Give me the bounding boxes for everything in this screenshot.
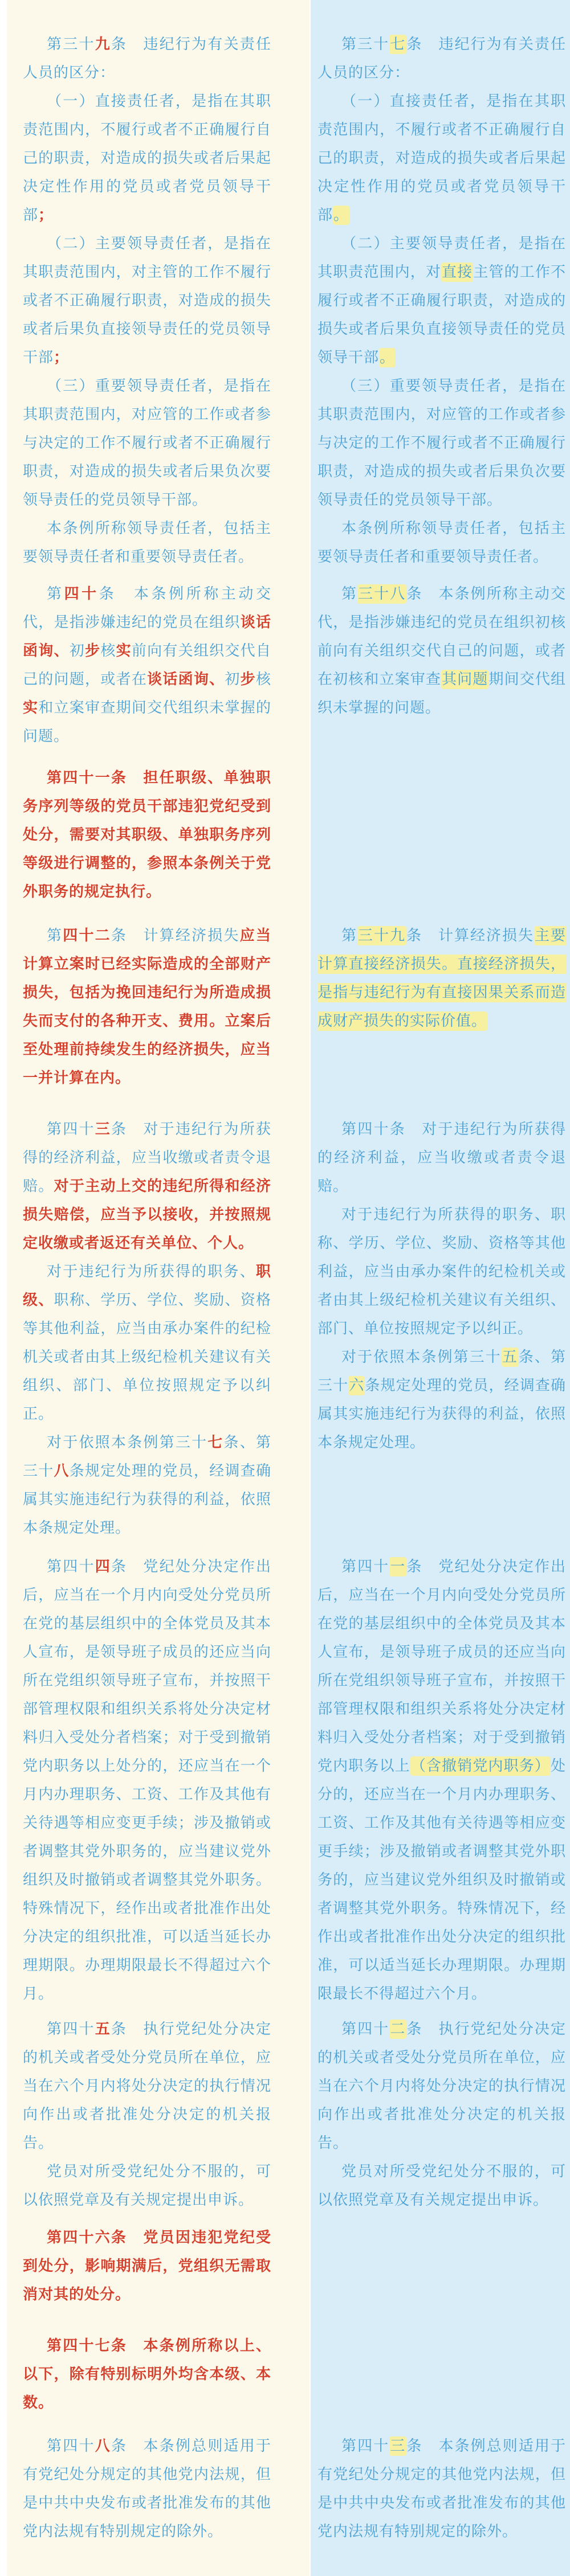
- article-old-version: [310, 2432, 570, 2546]
- article-row: [0, 30, 570, 571]
- article-row: [0, 764, 570, 906]
- text-segment: 初: [225, 671, 241, 688]
- text-segment: 对于违纪行为所获得的职务、: [47, 1263, 256, 1280]
- revised-text: 应当计算立案时已经实际造成的全部财产损失，包括为挽回违纪行为所造成损失而支付的各种开支、费用。立案后至处理前持续发生的经济损失，应当一并计算在内。: [23, 927, 271, 1087]
- revised-text: 第四十六条 党员因违犯党纪受到处分，影响期满后，党组织无需取消对其的处分。: [23, 2229, 271, 2303]
- text-segment: 对于依照本条例第三十: [341, 1349, 502, 1366]
- text-segment: 第: [341, 585, 358, 603]
- paragraph: [317, 2157, 566, 2214]
- article-new-version: [0, 2332, 310, 2417]
- removed-text-highlight: 主要计算直接经济损失。直接经济损失，是指与违纪行为有直接因果关系而造成财产损失的实际价值。: [317, 927, 566, 1030]
- text-segment: 核: [255, 671, 271, 688]
- text-segment: 条 违纪行为有关责任人员的区分：: [23, 36, 271, 81]
- removed-text-highlight: 三十八: [358, 585, 406, 603]
- text-segment: 条 违纪行为有关责任人员的区分：: [317, 36, 566, 81]
- paragraph: [23, 2015, 271, 2157]
- text-segment: 条 本条例所称主动交代，是指涉嫌违纪的党员在组织: [23, 585, 271, 631]
- text-segment: 党员对所受党纪处分不服的，可以依照党章及有关规定提出申诉。: [23, 2163, 271, 2209]
- text-segment: 条 执行党纪处分决定的机关或者受处分党员所在单位，应当在六个月内将处分决定的执行情况向作出或者批准处分决定的机关报告。: [317, 2021, 566, 2152]
- removed-text-highlight: 。: [333, 207, 349, 224]
- removed-text-highlight: 五: [502, 1349, 518, 1366]
- text-segment: 条、第三十: [317, 1349, 566, 1394]
- paragraph: [23, 230, 271, 372]
- removed-text-highlight: 二: [390, 2021, 406, 2038]
- paragraph: [23, 1553, 271, 2008]
- text-segment: 第: [47, 585, 64, 603]
- text-segment: （三）重要领导责任者，是指在其职责范围内，对应管的工作或者参与决定的工作不履行或者不正确履行职责，对造成的损失或者后果负次要领导责任的党员领导干部。: [23, 378, 271, 509]
- article-row: [0, 2332, 570, 2417]
- text-segment: 条 党纪处分决定作出后，应当在一个月内向受处分党员所在党的基层组织中的全体党员及其本人宣布，是领导班子成员的还应当向所在党组织领导班子宣布，并按照干部管理权限和组织关系将处分决定材料归入受处分者档案；对于受到撤销党内职务以上: [317, 1558, 566, 1775]
- text-segment: 初: [69, 642, 85, 660]
- paragraph: [23, 87, 271, 230]
- text-segment: 条 本条例总则适用于有党纪处分规定的其他党内法规，但是中共中央发布或者批准发布的其他党内法规有特别规定的除外。: [23, 2438, 271, 2540]
- article-old-version: [310, 2015, 570, 2214]
- text-segment: 第三十: [47, 36, 95, 53]
- paragraph: [23, 2432, 271, 2546]
- text-segment: 条、第三十: [23, 1434, 271, 1480]
- revised-text: 八: [54, 1463, 70, 1480]
- paragraph: [23, 922, 271, 1092]
- text-segment: 第: [341, 927, 357, 944]
- text-segment: 条 执行党纪处分决定的机关或者受处分党员所在单位，应当在六个月内将处分决定的执行情况向作出或者批准处分决定的机关报告。: [23, 2021, 271, 2152]
- article-row: [0, 580, 570, 751]
- revised-text: 四: [95, 1558, 111, 1575]
- article-new-version: [0, 1115, 310, 1542]
- removed-text-highlight: 直接: [442, 264, 473, 281]
- text-segment: 第四十: [341, 1558, 390, 1575]
- revised-text: 谈话函询、: [23, 614, 271, 660]
- text-segment: 第三十: [341, 36, 390, 53]
- text-segment: 前向有关组织交代自己的问题，或者在: [23, 642, 271, 688]
- article-new-version: [0, 2432, 310, 2546]
- article-new-version: [0, 764, 310, 906]
- text-segment: 和立案审查期间交代组织未掌握的问题。: [23, 699, 271, 745]
- text-segment: 对于依照本条例第三十: [47, 1434, 208, 1451]
- text-segment: 条 党纪处分决定作出后，应当在一个月内向受处分党员所在党的基层组织中的全体党员及其本人宣布，是领导班子成员的还应当向所在党组织领导班子宣布，并按照干部管理权限和组织关系将处分决定材料归入受处分者档案；对于受到撤销党内职务以上处分的，还应当在一个月内办理职务、工资、工作及其他有关待遇等相应变更手续；涉及撤销或者调整其党外职务的，应当建议党外组织及时撤销或者调整其党外职务。特殊情况下，经作出或者批准作出处分决定的组织批准，可以适当延长办理期限。办理期限最长不得超过六个月。: [23, 1558, 271, 2002]
- text-segment: （三）重要领导责任者，是指在其职责范围内，对应管的工作或者参与决定的工作不履行或者不正确履行职责，对造成的损失或者后果负次要领导责任的党员领导干部。: [317, 378, 566, 509]
- paragraph: [23, 30, 271, 87]
- revised-text: 五: [95, 2021, 111, 2038]
- text-segment: 条 对于违纪行为所获得的经济利益，应当收缴或者责令退赔。: [23, 1121, 271, 1195]
- text-segment: 第四十: [341, 2438, 390, 2455]
- article-new-version: [0, 2223, 310, 2309]
- revised-text: 职级、: [23, 1263, 271, 1309]
- removed-text-highlight: 。: [380, 349, 396, 366]
- text-segment: 第四十条 对于违纪行为所获得的经济利益，应当收缴或者责令退赔。: [317, 1121, 566, 1195]
- revised-text: 四十二: [63, 927, 111, 944]
- paragraph: [317, 2015, 566, 2157]
- paragraph: [317, 30, 566, 87]
- removed-text-highlight: 一: [390, 1558, 406, 1575]
- text-segment: 条 计算经济损失: [406, 927, 534, 944]
- text-segment: 条 计算经济损失: [111, 927, 240, 944]
- paragraph: [23, 514, 271, 571]
- paragraph: [23, 580, 271, 751]
- article-row: [0, 1115, 570, 1542]
- revised-text: 三: [95, 1121, 111, 1138]
- article-old-version: [310, 922, 570, 1035]
- article-old-version: [310, 1115, 570, 1457]
- removed-text-highlight: 三十九: [358, 927, 406, 944]
- paragraph: [317, 230, 566, 372]
- text-segment: 条规定处理的党员，经调查确属其实施违纪行为获得的利益，依照本条规定处理。: [23, 1463, 271, 1537]
- revised-text: 第四十七条 本条例所称以上、以下，除有特别标明外均含本级、本数。: [23, 2337, 271, 2411]
- text-segment: 第: [47, 927, 63, 944]
- article-row: [0, 2015, 570, 2214]
- text-segment: 党员对所受党纪处分不服的，可以依照党章及有关规定提出申诉。: [317, 2163, 566, 2209]
- paragraph: [23, 1428, 271, 1542]
- paragraph: [317, 1553, 566, 2008]
- text-segment: 本条例所称领导责任者，包括主要领导责任者和重要领导责任者。: [23, 520, 271, 566]
- paragraph: [317, 580, 566, 722]
- text-segment: 处分的，还应当在一个月内办理职务、工资、工作及其他有关待遇等相应变更手续；涉及撤销或者调整其党外职务的，应当建议党外组织及时撤销或者调整其党外职务。特殊情况下，经作出或者批准作出处分决定的组织批准，可以适当延长办理期限。办理期限最长不得超过六个月。: [317, 1758, 566, 2002]
- text-segment: 条 本条例所称主动交代，是指涉嫌违纪的党员在组织初核前向有关组织交代自己的问题，或者在初核和立案审查: [317, 585, 566, 688]
- removed-text-highlight: 三: [390, 2438, 406, 2455]
- paragraph: [317, 87, 566, 230]
- text-segment: 条 本条例总则适用于有党纪处分规定的其他党内法规，但是中共中央发布或者批准发布的其他党内法规有特别规定的除外。: [317, 2438, 566, 2540]
- text-segment: （二）主要领导责任者，是指在其职责范围内，对: [317, 235, 566, 281]
- paragraph: [23, 2223, 271, 2309]
- paragraph: [317, 514, 566, 571]
- text-segment: 条规定处理的党员，经调查确属其实施违纪行为获得的利益，依照本条规定处理。: [317, 1377, 566, 1451]
- paragraph: [23, 372, 271, 514]
- revised-text: 实: [23, 699, 39, 716]
- text-segment: （一）直接责任者，是指在其职责范围内，不履行或者不正确履行自己的职责，对造成的损失或者后果起决定性作用的党员或者党员领导干部: [317, 93, 566, 224]
- revised-text: ；: [38, 207, 54, 224]
- revised-text: 七: [207, 1434, 224, 1451]
- article-old-version: [310, 580, 570, 722]
- removed-text-highlight: 其问题: [442, 671, 488, 688]
- revised-text: 谈话函询、: [147, 671, 225, 688]
- revised-text: 对于主动上交的违纪所得和经济损失赔偿，应当予以接收，并按照规定收缴或者返还有关单位、个人。: [23, 1178, 271, 1252]
- article-row: [0, 922, 570, 1092]
- article-row: [0, 1553, 570, 2008]
- revised-text: 四十: [64, 585, 99, 603]
- text-segment: 职称、学历、学位、奖励、资格等其他利益，应当由承办案件的纪检机关或者由其上级纪检机关建议有关组织、部门、单位按照规定予以纠正。: [23, 1292, 271, 1423]
- paragraph: [317, 1115, 566, 1201]
- text-segment: 第四十: [341, 2021, 390, 2038]
- removed-text-highlight: 七: [390, 36, 406, 53]
- paragraph: [23, 1258, 271, 1428]
- text-segment: （二）主要领导责任者，是指在其职责范围内，对主管的工作不履行或者不正确履行职责，对造成的损失或者后果负直接领导责任的党员领导干部: [23, 235, 271, 366]
- revised-text: ；: [54, 349, 70, 366]
- paragraph: [317, 1201, 566, 1343]
- article-new-version: [0, 2015, 310, 2214]
- revised-text: 第四十一条 担任职级、单独职务序列等级的党员干部违犯党纪受到处分，需要对其职级、单独职务序列等级进行调整的，参照本条例关于党外职务的规定执行。: [23, 769, 271, 900]
- text-segment: （一）直接责任者，是指在其职责范围内，不履行或者不正确履行自己的职责，对造成的损失或者后果起决定性作用的党员或者党员领导干部: [23, 93, 271, 224]
- article-row: [0, 2223, 570, 2309]
- revised-text: 实: [116, 642, 132, 660]
- text-segment: 核: [100, 642, 116, 660]
- paragraph: [23, 1115, 271, 1258]
- text-segment: 本条例所称领导责任者，包括主要领导责任者和重要领导责任者。: [317, 520, 566, 566]
- article-new-version: [0, 922, 310, 1092]
- paragraph: [317, 2432, 566, 2546]
- revised-text: 步: [85, 642, 101, 660]
- paragraph: [317, 372, 566, 514]
- paragraph: [317, 1343, 566, 1457]
- text-segment: 主管的工作不履行或者不正确履行职责，对造成的损失或者后果负直接领导责任的党员领导干部: [317, 264, 566, 366]
- removed-text-highlight: 六: [349, 1377, 365, 1394]
- article-new-version: [0, 580, 310, 751]
- paragraph: [23, 2157, 271, 2214]
- text-segment: 对于违纪行为所获得的职务、职称、学历、学位、奖励、资格等其他利益，应当由承办案件的纪检机关或者由其上级纪检机关建议有关组织、部门、单位按照规定予以纠正。: [317, 1206, 566, 1337]
- paragraph: [23, 2332, 271, 2417]
- text-segment: 第四十: [47, 2021, 95, 2038]
- text-segment: 第四十: [47, 2438, 95, 2455]
- revised-text: 八: [95, 2438, 111, 2455]
- article-new-version: [0, 1553, 310, 2008]
- revised-text: 九: [95, 36, 111, 53]
- article-comparison-rows: [0, 30, 570, 2546]
- text-segment: 第四十: [47, 1121, 95, 1138]
- paragraph: [23, 764, 271, 906]
- article-old-version: [310, 30, 570, 571]
- article-old-version: [310, 1553, 570, 2008]
- revised-text: 步: [240, 671, 256, 688]
- text-segment: 第四十: [47, 1558, 95, 1575]
- article-new-version: [0, 30, 310, 571]
- removed-text-highlight: （含撤销党内职务）: [410, 1758, 550, 1775]
- text-segment: 期间交代组织未掌握的问题。: [317, 671, 566, 716]
- paragraph: [317, 922, 566, 1035]
- article-row: [0, 2432, 570, 2546]
